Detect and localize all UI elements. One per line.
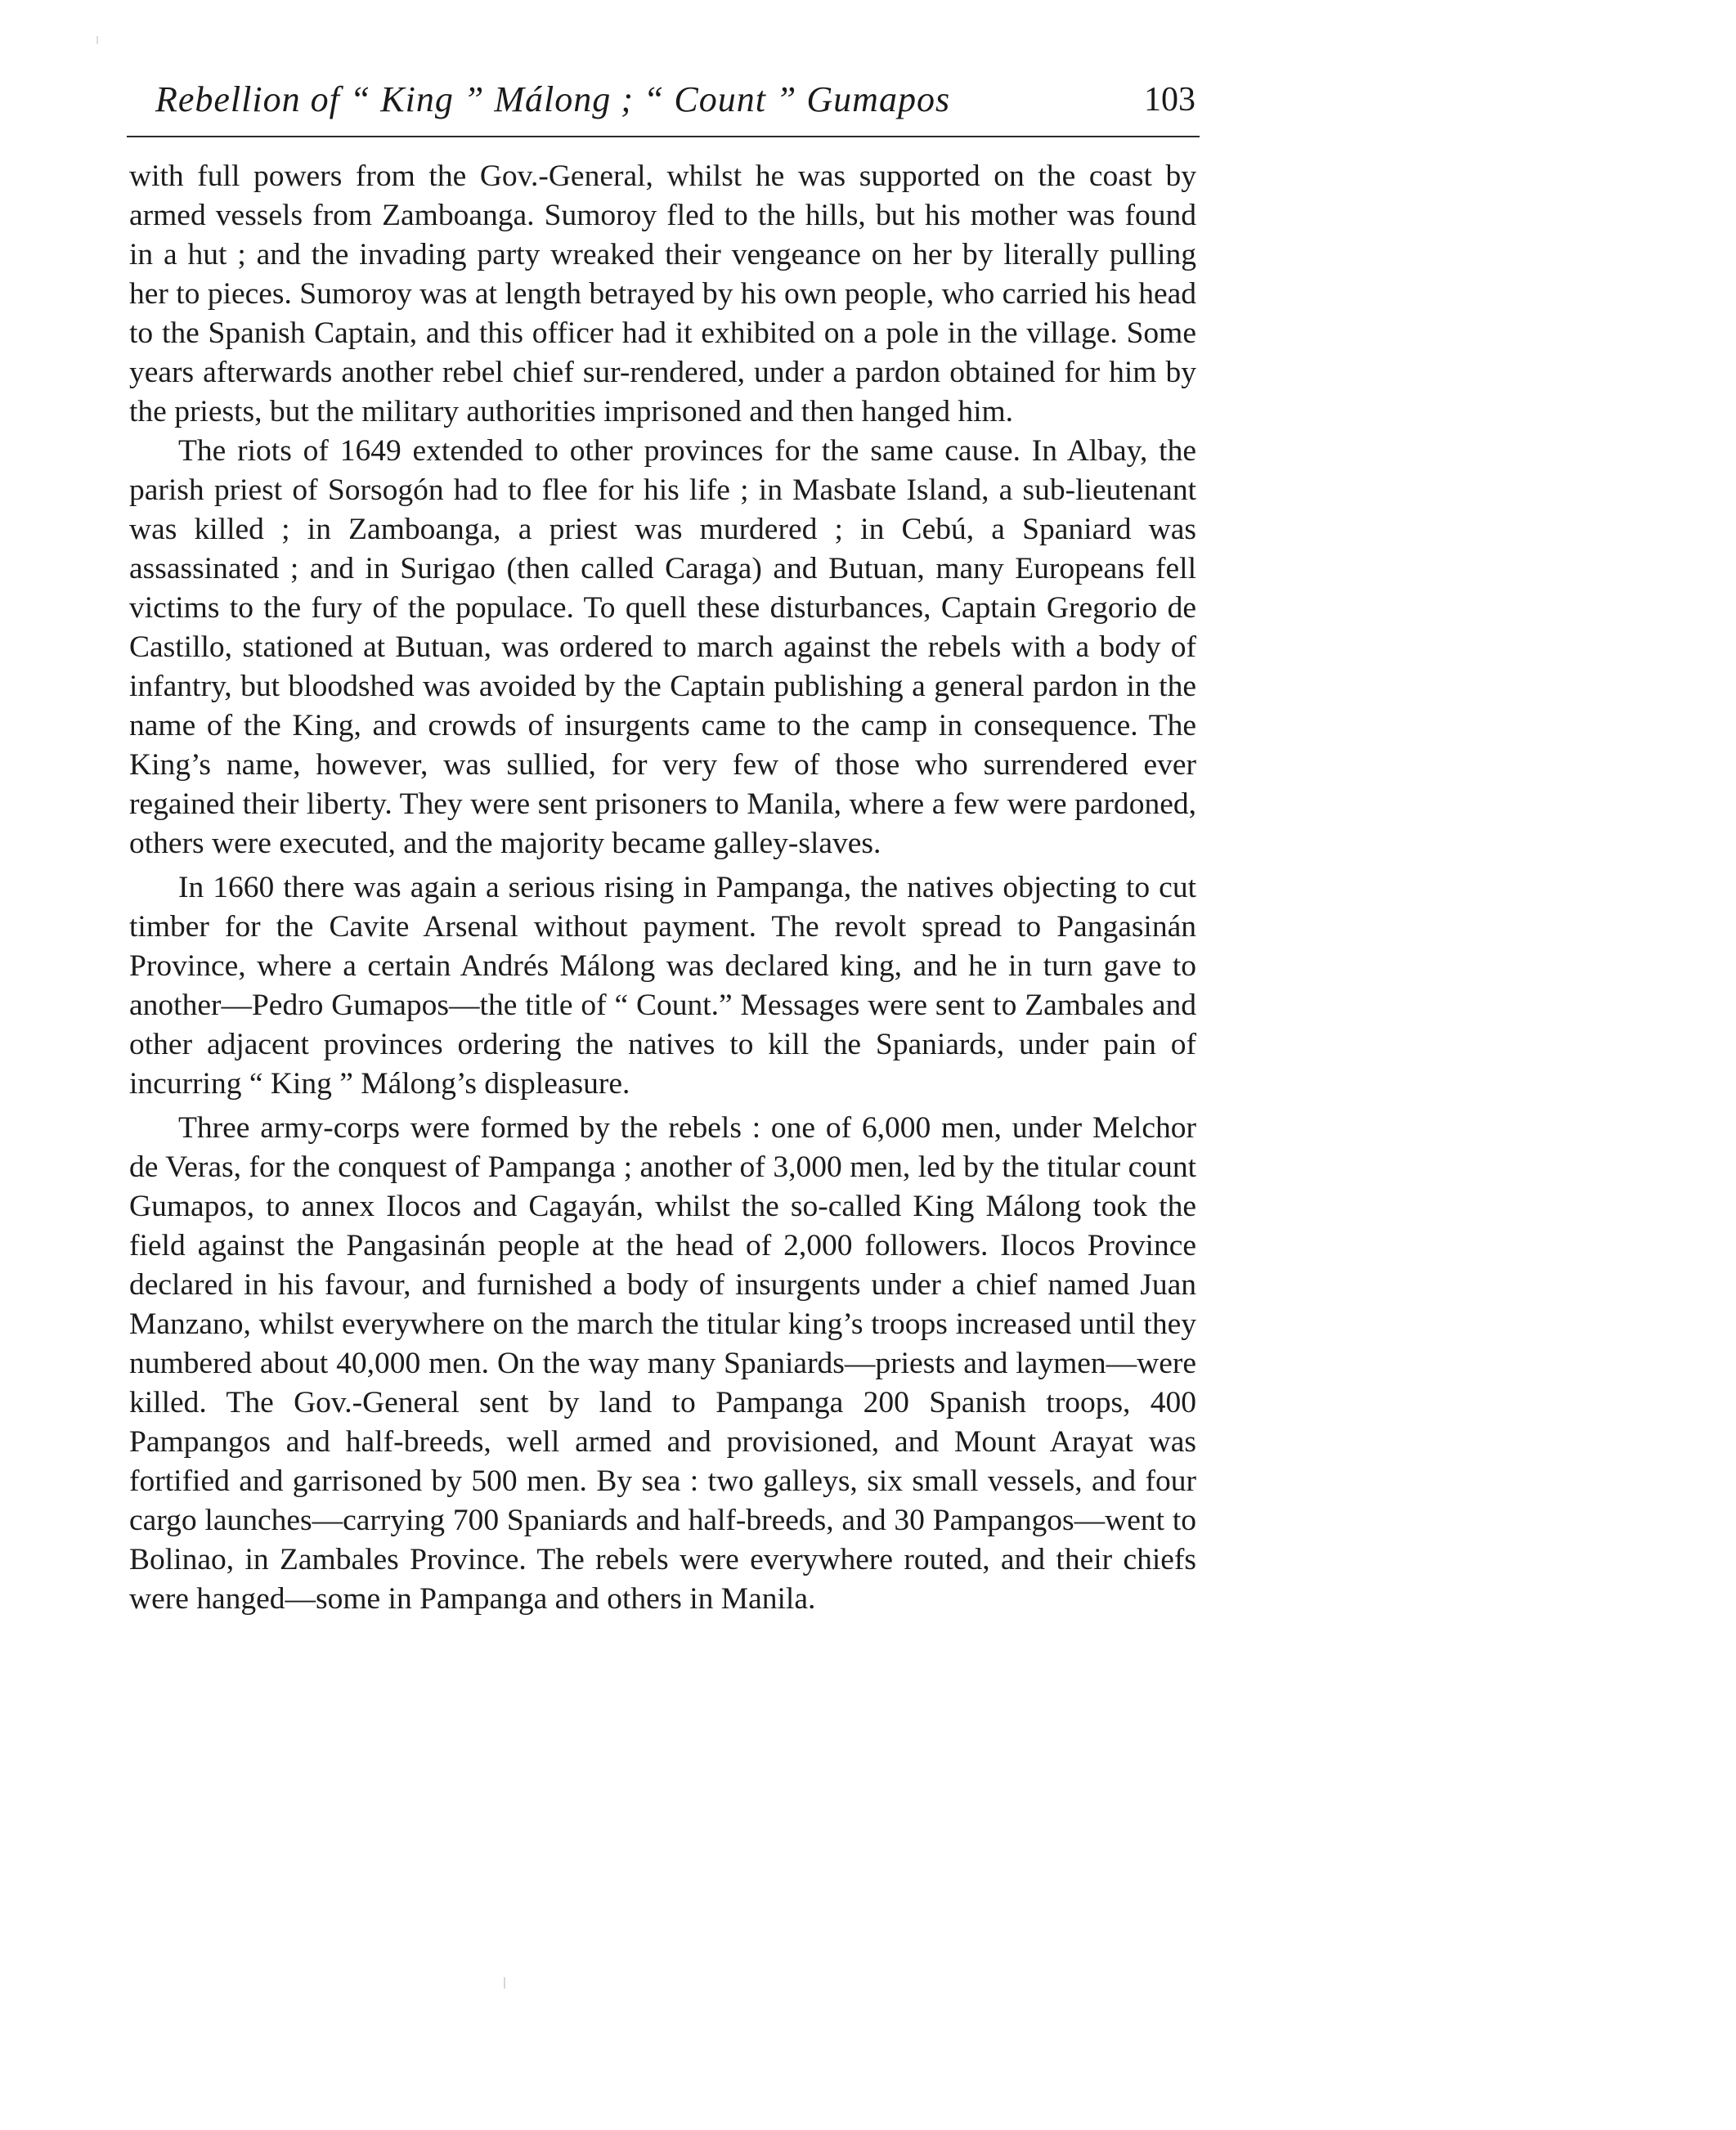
scan-edge-mark xyxy=(96,36,98,44)
page-number: 103 xyxy=(1144,81,1195,119)
paragraph-4: Three army-corps were formed by the rebels : one of 6,000 men, under Melchor de Veras, for the conquest of Pampanga ; another of 3,000 men, led by the titular count Gumapos, to annex Ilocos and Cagayán, whilst the so-called King Málong took the field against the Pangasinán people at the head of 2,000 followers. Ilocos Province declared in his favour, and furnished a body of insurgents under a chief named Juan Manzano, whilst everywhere on the march the titular king’s troops increased until they numbered about 40,000 men. On the way many Spaniards—priests and laymen—were killed. The Gov.-General sent by land to Pampanga 200 Spanish troops, 400 Pampangos and half-breeds, well armed and provisioned, and Mount Arayat was fortified and garrisoned by 500 men. By sea : two galleys, six small vessels, and four cargo launches—carrying 700 Spaniards and half-breeds, and 30 Pampangos—went to Bolinao, in Zambales Province. The rebels were everywhere routed, and their chiefs were hanged—some in Pampanga and others in Manila. xyxy=(129,1111,1196,1616)
paragraph-3: In 1660 there was again a serious rising in Pampanga, the natives objecting to cut timber for the Cavite Arsenal without payment. The revolt spread to Pangasinán Province, where a certain Andrés Málong was declared king, and he in turn gave to another—Pedro Gumapos—the title of “ Count.” Messages were sent to Zambales and other adjacent provinces ordering the natives to kill the Spaniards, under pain of incurring “ King ” Málong’s displeasure. xyxy=(129,871,1196,1101)
running-head-title: Rebellion of “ King ” Málong ; “ Count ” Gumapos xyxy=(155,79,951,119)
body-text xyxy=(129,157,1196,1619)
scan-speck xyxy=(504,1977,505,1989)
paragraph-2: The riots of 1649 extended to other provinces for the same cause. In Albay, the parish priest of Sorsogón had to flee for his life ; in Masbate Island, a sub-lieutenant was killed ; in Zamboanga, a priest was murdered ; in Cebú, a Spaniard was assassinated ; and in Surigao (then called Caraga) and Butuan, many Europeans fell victims to the fury of the populace. To quell these disturbances, Captain Gregorio de Castillo, stationed at Butuan, was ordered to march against the rebels with a body of infantry, but bloodshed was avoided by the Captain publishing a general pardon in the name of the King, and crowds of insurgents came to the camp in consequence. The King’s name, however, was sullied, for very few of those who surrendered ever regained their liberty. They were sent prisoners to Manila, where a few were pardoned, others were executed, and the majority became galley-slaves. xyxy=(129,434,1196,860)
header-rule xyxy=(127,136,1200,137)
running-head xyxy=(131,74,1195,126)
paragraph-1: with full powers from the Gov.-General, whilst he was supported on the coast by armed vessels from Zamboanga. Sumoroy fled to the hills, but his mother was found in a hut ; and the invading party wreaked their vengeance on her by literally pulling her to pieces. Sumoroy was at length betrayed by his own people, who carried his head to the Spanish Captain, and this officer had it exhibited on a pole in the village. Some years afterwards another rebel chief sur-rendered, under a pardon obtained for him by the priests, but the military authorities imprisoned and then hanged him. xyxy=(129,159,1196,428)
